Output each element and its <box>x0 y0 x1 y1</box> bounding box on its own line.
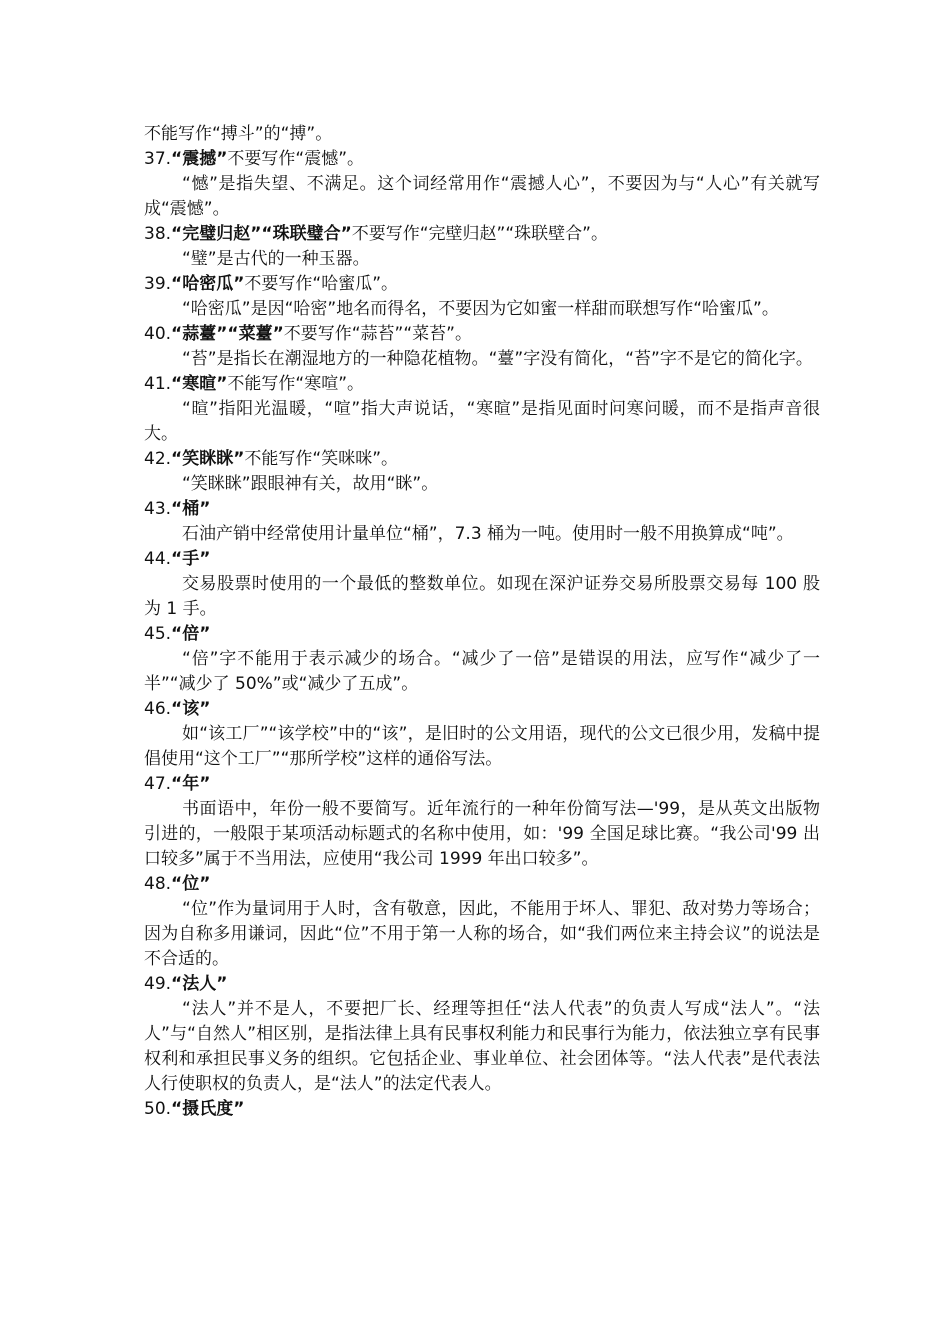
item-term: “寒暄” <box>171 374 228 394</box>
item-heading <box>144 497 820 522</box>
item-term: “震撼” <box>171 149 228 169</box>
body-paragraph: “倍”字不能用于表示减少的场合。“减少了一倍”是错误的用法，应写作“减少了一半”“减少了 50%”或“减少了五成”。 <box>144 649 820 694</box>
body-paragraph: 如“该工厂”“该学校”中的“该”，是旧时的公文用语，现代的公文已很少用，发稿中提倡使用“这个工厂”“那所学校”这样的通俗写法。 <box>144 724 820 769</box>
item-number: 50. <box>144 1099 172 1119</box>
item-term: “位” <box>171 874 211 894</box>
body-paragraph: 石油产销中经常使用计量单位“桶”，7.3 桶为一吨。使用时一般不用换算成“吨”。 <box>182 524 794 544</box>
item-term: “手” <box>171 549 211 569</box>
item-heading <box>144 872 820 897</box>
item-number: 48. <box>144 874 172 894</box>
body-paragraph: 书面语中，年份一般不要简写。近年流行的一种年份简写法—'99，是从英文出版物引进的，一般限于某项活动标题式的名称中使用，如：'99 全国足球比赛。“我公司'99 出口较多”属于不当用法，应使用“我公司 1999 年出口较多”。 <box>144 799 820 869</box>
item-rule: 不要写作“震憾”。 <box>227 149 365 169</box>
item-rule: 不要写作“哈蜜瓜”。 <box>244 274 399 294</box>
item-number: 49. <box>144 974 172 994</box>
item-heading <box>144 372 820 397</box>
item-heading <box>144 1097 820 1122</box>
item-number: 45. <box>144 624 172 644</box>
body-paragraph: “法人”并不是人，不要把厂长、经理等担任“法人代表”的负责人写成“法人”。“法人”与“自然人”相区别，是指法律上具有民事权利能力和民事行为能力，依法独立享有民事权利和承担民事义务的组织。它包括企业、事业单位、社会团体等。“法人代表”是代表法人行使职权的负责人，是“法人”的法定代表人。 <box>144 999 820 1094</box>
item-heading <box>144 322 820 347</box>
item-number: 37. <box>144 149 172 169</box>
item-heading <box>144 772 820 797</box>
document-body <box>144 122 820 1122</box>
item-heading <box>144 697 820 722</box>
item-term: “蒜薹”“菜薹” <box>171 324 284 344</box>
item-number: 44. <box>144 549 172 569</box>
body-paragraph: “位”作为量词用于人时，含有敬意，因此，不能用于坏人、罪犯、敌对势力等场合；因为自称多用谦词，因此“位”不用于第一人称的场合，如“我们两位来主持会议”的说法是不合适的。 <box>144 899 820 969</box>
item-number: 38. <box>144 224 172 244</box>
item-rule: 不要写作“完壁归赵”“珠联壁合”。 <box>351 224 608 244</box>
item-term: “哈密瓜” <box>171 274 245 294</box>
body-paragraph: “璧”是古代的一种玉器。 <box>182 249 370 269</box>
item-term: “年” <box>171 774 211 794</box>
item-number: 40. <box>144 324 172 344</box>
item-term: “该” <box>171 699 211 719</box>
body-paragraph: “笑眯眯”跟眼神有关，故用“眯”。 <box>182 474 439 494</box>
item-number: 47. <box>144 774 172 794</box>
item-number: 41. <box>144 374 172 394</box>
body-paragraph: “苔”是指长在潮湿地方的一种隐花植物。“薹”字没有简化，“苔”字不是它的简化字。 <box>182 349 813 369</box>
item-number: 42. <box>144 449 172 469</box>
body-paragraph: “暄”指阳光温暖，“喧”指大声说话，“寒暄”是指见面时问寒问暖，而不是指声音很大。 <box>144 399 820 444</box>
item-heading <box>144 547 820 572</box>
body-paragraph: 交易股票时使用的一个最低的整数单位。如现在深沪证券交易所股票交易每 100 股为 1 手。 <box>144 574 820 619</box>
body-paragraph: “憾”是指失望、不满足。这个词经常用作“震撼人心”，不要因为与“人心”有关就写成“震憾”。 <box>144 174 820 219</box>
item-heading <box>144 222 820 247</box>
item-term: “摄氏度” <box>171 1099 245 1119</box>
item-number: 43. <box>144 499 172 519</box>
item-number: 46. <box>144 699 172 719</box>
item-number: 39. <box>144 274 172 294</box>
item-heading <box>144 972 820 997</box>
item-term: “倍” <box>171 624 211 644</box>
item-heading <box>144 272 820 297</box>
item-term: “笑眯眯” <box>171 449 245 469</box>
item-heading <box>144 447 820 472</box>
item-term: “法人” <box>171 974 228 994</box>
body-paragraph: 不能写作“搏斗”的“搏”。 <box>144 124 333 144</box>
item-heading <box>144 622 820 647</box>
item-term: “桶” <box>171 499 211 519</box>
body-paragraph: “哈密瓜”是因“哈密”地名而得名，不要因为它如蜜一样甜而联想写作“哈蜜瓜”。 <box>182 299 779 319</box>
item-heading <box>144 147 820 172</box>
item-rule: 不要写作“蒜苔”“菜苔”。 <box>283 324 472 344</box>
item-rule: 不能写作“笑咪咪”。 <box>244 449 399 469</box>
item-term: “完璧归赵”“珠联璧合” <box>171 224 352 244</box>
item-rule: 不能写作“寒喧”。 <box>227 374 365 394</box>
